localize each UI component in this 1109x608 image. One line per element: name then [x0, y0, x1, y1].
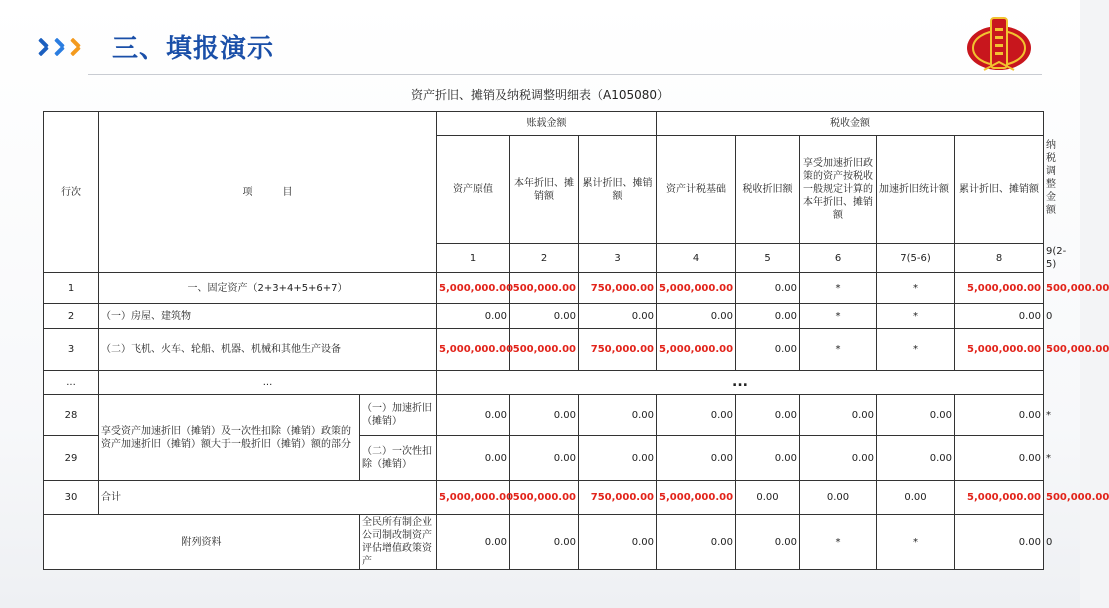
header-line: 行次 [44, 112, 99, 273]
table-caption: 资产折旧、摊销及纳税调整明细表（A105080） [410, 88, 670, 102]
attach-label: 附列资料 [44, 515, 360, 570]
cell: 0.00 [736, 515, 800, 570]
header-tax: 税收金额 [657, 112, 1044, 136]
cell: 0.00 [510, 304, 579, 329]
cell: 0.00 [657, 304, 736, 329]
header-book: 账载金额 [437, 112, 657, 136]
col-num: 4 [657, 244, 736, 273]
cell: 0.00 [510, 436, 579, 481]
chevron-arrows-icon [36, 36, 84, 60]
cell: 0.00 [579, 395, 657, 436]
cell: 750,000.00 [579, 273, 657, 304]
header-col-7: 加速折旧统计额 [877, 136, 955, 244]
cell: * [800, 515, 877, 570]
col-num: 3 [579, 244, 657, 273]
row-line: 2 [44, 304, 99, 329]
cell: 500,000.00 [510, 329, 579, 371]
cell: 0.00 [437, 395, 510, 436]
table-row: 3 （二）飞机、火车、轮船、机器、机械和其他生产设备 5,000,000.00 500,000.00 750,000.00 5,000,000.00 0.00 * * 5,000,000.00 500,000.00 [44, 329, 1044, 371]
cell: 0.00 [657, 395, 736, 436]
table-row: 29 （二）一次性扣除（摊销） 0.00 0.00 0.00 0.00 0.00 0.00 0.00 0.00 * [44, 436, 1044, 481]
cell: 5,000,000.00 [955, 329, 1044, 371]
header-col-5: 税收折旧额 [736, 136, 800, 244]
col-num: 7(5-6) [877, 244, 955, 273]
cell: 0.00 [510, 395, 579, 436]
table-row: 30 合计 5,000,000.00 500,000.00 750,000.00 5,000,000.00 0.00 0.00 0.00 5,000,000.00 500,000.00 [44, 481, 1044, 515]
cell: 0.00 [955, 436, 1044, 481]
group-label: 享受资产加速折旧（摊销）及一次性扣除（摊销）政策的资产加速折旧（摊销）额大于一般折旧（摊销）额的部分 [99, 395, 360, 481]
row-item: ... [99, 371, 437, 395]
header-item: 项 目 [99, 112, 437, 273]
row-sub-item: （二）一次性扣除（摊销） [360, 436, 437, 481]
cell: * [800, 273, 877, 304]
cell: 5,000,000.00 [955, 481, 1044, 515]
cell: 750,000.00 [579, 329, 657, 371]
slide-title: 三、填报演示 [112, 34, 275, 64]
cell: 0.00 [800, 436, 877, 481]
cell: 5,000,000.00 [437, 481, 510, 515]
col-num: 5 [736, 244, 800, 273]
row-item: （二）飞机、火车、轮船、机器、机械和其他生产设备 [99, 329, 437, 371]
row-line: 3 [44, 329, 99, 371]
cell: * [877, 304, 955, 329]
table-row [44, 371, 1044, 395]
cell: 0.00 [955, 515, 1044, 570]
header-col-2: 本年折旧、摊销额 [510, 136, 579, 244]
cell: 0.00 [877, 436, 955, 481]
table-row: 1 一、固定资产（2+3+4+5+6+7） 5,000,000.00 500,000.00 750,000.00 5,000,000.00 0.00 * * 5,000,000.00 500,000.00 [44, 273, 1044, 304]
cell: 0.00 [736, 304, 800, 329]
ellipsis-cell: ... [437, 371, 1044, 395]
row-item: 合计 [99, 481, 437, 515]
cell: 5,000,000.00 [657, 273, 736, 304]
header-col-1: 资产原值 [437, 136, 510, 244]
cell: * [800, 329, 877, 371]
col-num: 8 [955, 244, 1044, 273]
cell: 0.00 [736, 273, 800, 304]
row-line: 28 [44, 395, 99, 436]
header-col-8: 累计折旧、摊销额 [955, 136, 1044, 244]
cell: 500,000.00 [510, 273, 579, 304]
row-line: 30 [44, 481, 99, 515]
header-col-3: 累计折旧、摊销额 [579, 136, 657, 244]
cell: 0.00 [657, 436, 736, 481]
col-num: 6 [800, 244, 877, 273]
cell: 0.00 [736, 481, 800, 515]
cell: 0.00 [736, 436, 800, 481]
cell: 5,000,000.00 [437, 329, 510, 371]
cell: 0.00 [736, 395, 800, 436]
header-col-4: 资产计税基础 [657, 136, 736, 244]
cell: * [877, 515, 955, 570]
table-row: 2 （一）房屋、建筑物 0.00 0.00 0.00 0.00 0.00 * * 0.00 0 [44, 304, 1044, 329]
cell: 0.00 [437, 304, 510, 329]
cell: 0.00 [510, 515, 579, 570]
cell: 500,000.00 [510, 481, 579, 515]
cell: 0.00 [579, 515, 657, 570]
cell: 5,000,000.00 [657, 481, 736, 515]
cell: 0.00 [437, 436, 510, 481]
header-col-6: 享受加速折旧政策的资产按税收一般规定计算的本年折旧、摊销额 [800, 136, 877, 244]
cell: 0.00 [437, 515, 510, 570]
cell: 0.00 [800, 481, 877, 515]
cell: 0.00 [955, 395, 1044, 436]
cell: * [877, 273, 955, 304]
table-row: 28 享受资产加速折旧（摊销）及一次性扣除（摊销）政策的资产加速折旧（摊销）额大于一般折旧（摊销）额的部分 （一）加速折旧（摊销） 0.00 0.00 0.00 0.00 0.00 0.00 0.00 0.00 * [44, 395, 1044, 436]
row-sub-item: （一）加速折旧（摊销） [360, 395, 437, 436]
cell: 0.00 [800, 395, 877, 436]
cell: 0.00 [579, 436, 657, 481]
row-item: 一、固定资产（2+3+4+5+6+7） [99, 273, 437, 304]
cell: 0.00 [877, 395, 955, 436]
cell: 5,000,000.00 [657, 329, 736, 371]
row-line: 1 [44, 273, 99, 304]
table-row: 附列资料 全民所有制企业公司制改制资产评估增值政策资产 0.00 0.00 0.00 0.00 0.00 * * 0.00 0 [44, 515, 1044, 570]
depreciation-table: 行次 项 目 账载金额 税收金额 纳税调整金额 资产原值 本年折旧、摊销额 累计折旧、摊销额 资产计税基础 税收折旧额 享受加速折旧政策的资产按税收一般规定计算的本年折旧、摊销额 加速折旧统计额 累计折旧、摊销额 1 2 3 4 5 6 7(5-6) 8 9(2-5) 1 一、固定资产（2+3+4+5+6+7） 5,000,000.00 500,000.00 750,000.00 5,000,000.00 0.00 * * 5,000,000.00 500,000.00 2 （一）房屋、建筑物 0.00 0.00 0.00 0.00 0.00 * * 0.00 0 3 （二）飞机、火车、轮船、机器、机械和其他生产设备 5,000,000.00 500,000.00 750,000.00 5,000,000.00 0.00 * * 5,000,000.00 500,000.00 ... ... ... 28 享受资产加速折旧（摊销）及一次性扣除（摊销）政策的资产加速折旧（摊销）额大于一般折旧（摊销）额的部分 （一）加速折旧（摊销） 0.00 0.00 0.00 0.00 0.00 0.00 0.00 0.00 * 29 （二）一次性扣除（摊销） 0.00 0.00 0.00 0.00 0.00 0.00 0.00 0.00 * 30 合计 5,000,000.00 500,000.00 750,000.00 5,000,000.00 0.00 0.00 0.00 5,000,000.00 500,000.00 附列资料 全民所有制企业公司制改制资产评估增值政策资产 0.00 0.00 0.00 0.00 0.00 * * 0.00 0 [43, 111, 1044, 570]
row-item: 全民所有制企业公司制改制资产评估增值政策资产 [360, 515, 437, 570]
row-line: 29 [44, 436, 99, 481]
cell: 0.00 [736, 329, 800, 371]
col-num: 2 [510, 244, 579, 273]
col-num: 1 [437, 244, 510, 273]
cell: 5,000,000.00 [955, 273, 1044, 304]
cell: 5,000,000.00 [437, 273, 510, 304]
title-divider [88, 74, 1042, 75]
row-line: ... [44, 371, 99, 395]
cell: * [877, 329, 955, 371]
cell: 0.00 [877, 481, 955, 515]
cell: 0.00 [955, 304, 1044, 329]
tax-emblem-icon [964, 10, 1034, 80]
row-item: （一）房屋、建筑物 [99, 304, 437, 329]
cell: 0.00 [579, 304, 657, 329]
cell: * [800, 304, 877, 329]
cell: 0.00 [657, 515, 736, 570]
cell: 750,000.00 [579, 481, 657, 515]
